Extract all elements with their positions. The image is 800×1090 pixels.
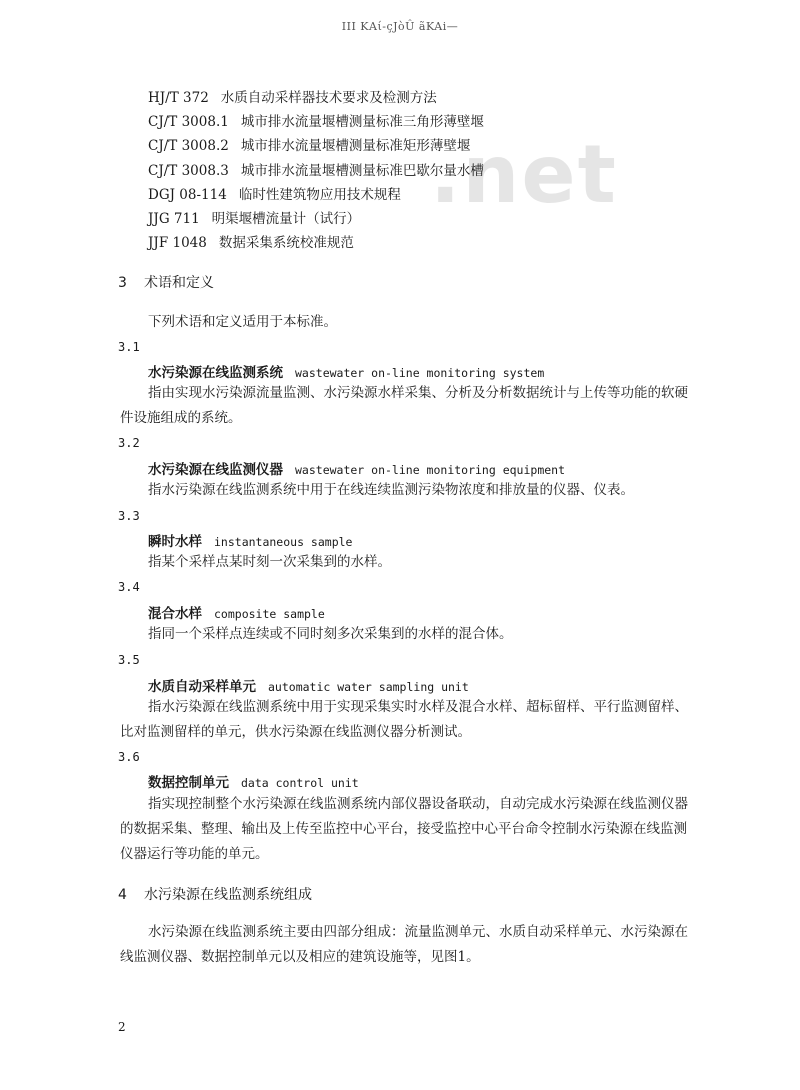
term-definition: 指实现控制整个水污染源在线监测系统内部仪器设备联动，自动完成水污染源在线监测仪器的数据采集、整理、输出及上传至监控中心平台，接受监控中心平台命令控制水污染源在线监测仪器运行等功能的单元。 bbox=[120, 796, 688, 862]
term-chinese: 水污染源在线监测系统 bbox=[148, 365, 283, 381]
term-english: wastewater on-line monitoring system bbox=[295, 366, 545, 380]
section-title: 水污染源在线监测系统组成 bbox=[144, 887, 312, 903]
page-number: 2 bbox=[118, 1020, 126, 1034]
reference-code: CJ/T 3008.1 bbox=[148, 114, 229, 131]
reference-item bbox=[148, 159, 708, 183]
reference-title: 城市排水流量堰槽测量标准矩形薄壁堰 bbox=[240, 138, 471, 155]
reference-code: DGJ 08-114 bbox=[148, 186, 227, 203]
section-number: 3 bbox=[118, 275, 127, 291]
term-heading bbox=[148, 361, 544, 381]
section-heading bbox=[118, 884, 312, 904]
reference-title: 临时性建筑物应用技术规程 bbox=[238, 186, 401, 203]
term-chinese: 混合水样 bbox=[148, 606, 202, 622]
term-heading bbox=[148, 530, 352, 550]
term-chinese: 数据控制单元 bbox=[148, 775, 229, 791]
term-heading bbox=[148, 602, 325, 622]
reference-item bbox=[148, 134, 708, 158]
section-intro: 下列术语和定义适用于本标准。 bbox=[148, 314, 337, 330]
watermark: .net bbox=[430, 128, 618, 221]
term-english: automatic water sampling unit bbox=[268, 680, 469, 694]
reference-code: JJG 711 bbox=[148, 210, 200, 227]
term-chinese: 水污染源在线监测仪器 bbox=[148, 462, 283, 478]
term-english: data control unit bbox=[241, 776, 359, 790]
term-english: composite sample bbox=[214, 607, 325, 621]
term-definition: 指水污染源在线监测系统中用于实现采集实时水样及混合水样、超标留样、平行监测留样、比对监测留样的单元，供水污染源在线监测仪器分析测试。 bbox=[120, 699, 688, 740]
reference-title: 明渠堰槽流量计（试行） bbox=[211, 210, 361, 227]
term-english: instantaneous sample bbox=[214, 535, 353, 549]
term-number: 3.3 bbox=[118, 509, 140, 523]
reference-item bbox=[148, 110, 708, 134]
reference-item bbox=[148, 231, 708, 255]
term-definition: 指水污染源在线监测系统中用于在线连续监测污染物浓度和排放量的仪器、仪表。 bbox=[148, 482, 634, 498]
reference-title: 城市排水流量堰槽测量标准三角形薄壁堰 bbox=[240, 114, 484, 131]
section-title: 术语和定义 bbox=[144, 275, 214, 291]
term-number: 3.6 bbox=[118, 750, 140, 764]
reference-item bbox=[148, 86, 708, 110]
term-number: 3.1 bbox=[118, 340, 140, 354]
term-heading bbox=[148, 771, 359, 791]
term-number: 3.5 bbox=[118, 653, 140, 667]
normative-references-list bbox=[148, 86, 708, 255]
term-number: 3.4 bbox=[118, 580, 140, 594]
term-definition: 指同一个采样点连续或不同时刻多次采集到的水样的混合体。 bbox=[148, 626, 513, 642]
reference-title: 水质自动采样器技术要求及检测方法 bbox=[220, 90, 437, 106]
reference-code: HJ/T 372 bbox=[148, 90, 209, 106]
term-heading bbox=[148, 675, 469, 695]
term-number: 3.2 bbox=[118, 436, 140, 450]
reference-item bbox=[148, 207, 708, 231]
reference-code: CJ/T 3008.3 bbox=[148, 162, 229, 179]
page-header: ΙΙΙ ΚΑί-çJòÛ ãKAi— bbox=[341, 20, 459, 33]
term-heading bbox=[148, 458, 565, 478]
reference-title: 数据采集系统校准规范 bbox=[218, 235, 354, 252]
term-chinese: 瞬时水样 bbox=[148, 534, 202, 550]
term-definition: 指某个采样点某时刻一次采集到的水样。 bbox=[148, 554, 391, 570]
section-paragraph: 水污染源在线监测系统主要由四部分组成：流量监测单元、水质自动采样单元、水污染源在线监测仪器、数据控制单元以及相应的建筑设施等，见图1。 bbox=[120, 924, 688, 965]
term-definition: 指由实现水污染源流量监测、水污染源水样采集、分析及分析数据统计与上传等功能的软硬件设施组成的系统。 bbox=[120, 385, 688, 426]
section-number: 4 bbox=[118, 887, 127, 903]
reference-title: 城市排水流量堰槽测量标准巴歇尔量水槽 bbox=[240, 162, 484, 179]
reference-item bbox=[148, 183, 708, 207]
reference-code: JJF 1048 bbox=[148, 235, 207, 252]
section-heading bbox=[118, 272, 214, 292]
term-chinese: 水质自动采样单元 bbox=[148, 679, 256, 695]
reference-code: CJ/T 3008.2 bbox=[148, 138, 229, 155]
term-english: wastewater on-line monitoring equipment bbox=[295, 463, 566, 477]
